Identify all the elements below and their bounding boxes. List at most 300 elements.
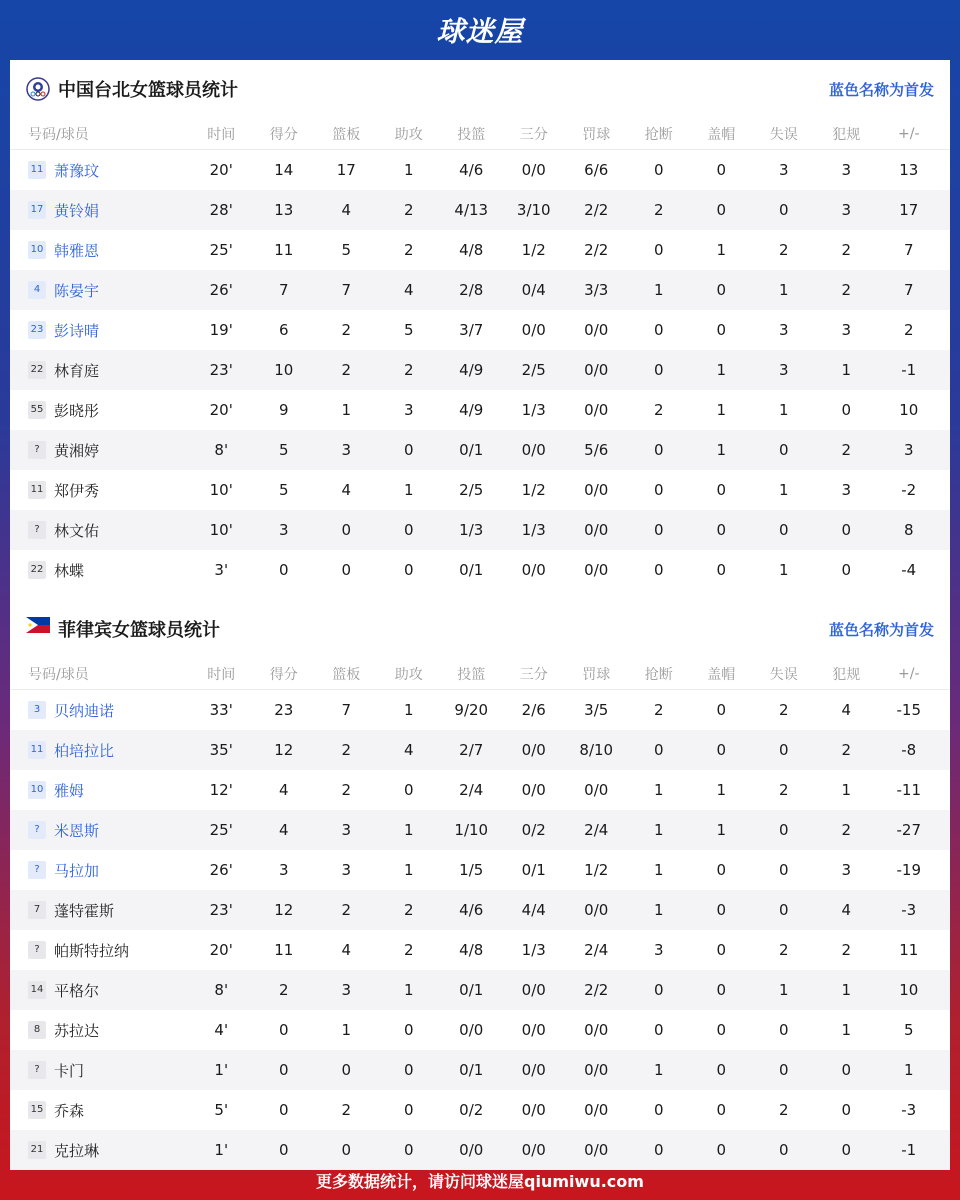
stat-cell: 14: [274, 161, 294, 179]
player-name[interactable]: 萧豫玟: [54, 161, 100, 180]
player-row: [10, 390, 950, 430]
stat-cell: 1: [778, 401, 789, 419]
stat-cell: 2: [341, 361, 352, 379]
player-row: [10, 850, 950, 890]
chinese-taipei-olympic-flag-icon: [26, 77, 50, 101]
stat-cell: 2: [841, 821, 852, 839]
column-header: 时间: [207, 666, 236, 683]
column-header: 号码/球员: [28, 666, 89, 683]
stat-cell: 26': [209, 861, 233, 879]
stat-cell: 0/1: [459, 981, 484, 999]
stat-cell: 0: [716, 741, 727, 759]
player-name[interactable]: 乔森: [54, 1101, 85, 1120]
stat-cell: 1: [403, 861, 414, 879]
stat-cell: 1: [653, 281, 664, 299]
column-header: 三分: [519, 666, 548, 683]
stat-cell: -19: [896, 861, 921, 879]
stat-cell: 3: [278, 521, 289, 539]
stat-cell: 0: [778, 521, 789, 539]
stat-cell: 0: [341, 1141, 352, 1159]
stat-cell: 0: [278, 1141, 289, 1159]
column-header: +/-: [898, 665, 920, 682]
player-name[interactable]: 蓬特霍斯: [54, 901, 115, 920]
stat-cell: 0: [716, 481, 727, 499]
jersey-number: 17: [28, 201, 46, 219]
jersey-number: 8: [28, 1021, 46, 1039]
stat-cell: 2: [903, 321, 914, 339]
stat-cell: 2/4: [584, 821, 609, 839]
stat-cell: 0: [403, 1061, 414, 1079]
stat-cell: 7: [903, 281, 914, 299]
stat-cell: 4/8: [459, 941, 484, 959]
stat-cell: 33': [209, 701, 233, 719]
column-header: 篮板: [332, 666, 361, 683]
stat-cell: 0: [778, 201, 789, 219]
stat-cell: 3: [341, 821, 352, 839]
stat-cell: 0/0: [584, 1141, 609, 1159]
stat-cell: 0: [716, 1061, 727, 1079]
stat-cell: 7: [341, 701, 352, 719]
stat-cell: 1: [403, 821, 414, 839]
player-name[interactable]: 贝纳迪诺: [54, 701, 115, 720]
stat-cell: 3: [841, 161, 852, 179]
stat-cell: 6/6: [584, 161, 609, 179]
stat-cell: 3: [403, 401, 414, 419]
column-header: 罚球: [582, 126, 611, 143]
player-cell: [10, 860, 190, 881]
stat-cell: 0: [653, 1101, 664, 1119]
stat-cell: -27: [896, 821, 921, 839]
stat-cell: 9: [278, 401, 289, 419]
stat-cell: 9/20: [454, 701, 489, 719]
player-name[interactable]: 雅姆: [54, 781, 85, 800]
column-header: 助攻: [394, 666, 423, 683]
stat-cell: -8: [901, 741, 917, 759]
stat-cell: 1: [778, 561, 789, 579]
stat-cell: 4/8: [459, 241, 484, 259]
stat-cell: 2: [653, 201, 664, 219]
stat-cell: 2/2: [584, 981, 609, 999]
jersey-number: ?: [28, 941, 46, 959]
player-name[interactable]: 苏拉达: [54, 1021, 100, 1040]
stat-cell: 5': [214, 1101, 229, 1119]
player-name[interactable]: 韩雅恩: [54, 241, 100, 260]
player-name[interactable]: 彭诗晴: [54, 321, 100, 340]
stat-cell: 0: [653, 1021, 664, 1039]
stat-cell: 2: [841, 741, 852, 759]
stat-cell: 1': [214, 1061, 229, 1079]
stat-cell: 0: [841, 1061, 852, 1079]
jersey-number: 21: [28, 1141, 46, 1159]
stat-cell: 3/3: [584, 281, 609, 299]
stat-cell: 0: [778, 441, 789, 459]
stat-cell: 1: [841, 361, 852, 379]
player-name[interactable]: 帕斯特拉纳: [54, 941, 130, 960]
stat-cell: -1: [901, 361, 917, 379]
stat-cell: 0: [778, 1021, 789, 1039]
stat-cell: 0: [841, 1101, 852, 1119]
stat-cell: 17: [899, 201, 919, 219]
stat-cell: 5: [278, 441, 289, 459]
section-gap: [10, 590, 950, 600]
column-header: 罚球: [582, 666, 611, 683]
stat-cell: 3: [903, 441, 914, 459]
stat-cell: 1: [903, 1061, 914, 1079]
stat-cell: 3: [341, 981, 352, 999]
column-header: 号码/球员: [28, 126, 89, 143]
stat-cell: 2: [341, 901, 352, 919]
stat-cell: 0/0: [521, 321, 546, 339]
stat-cell: 11: [899, 941, 919, 959]
player-cell: [10, 1020, 190, 1041]
player-row: [10, 310, 950, 350]
stat-cell: 4: [341, 941, 352, 959]
stat-cell: 23': [209, 361, 233, 379]
stat-cell: 0: [278, 1061, 289, 1079]
stat-cell: 1: [778, 981, 789, 999]
stat-cell: 0: [278, 1101, 289, 1119]
player-cell: [10, 280, 190, 301]
stat-cell: 2: [778, 941, 789, 959]
stat-cell: 0: [653, 481, 664, 499]
stat-cell: 2: [841, 241, 852, 259]
stat-cell: 3': [214, 561, 229, 579]
stat-cell: 0: [716, 981, 727, 999]
stat-cell: 3: [341, 861, 352, 879]
stat-cell: 5: [903, 1021, 914, 1039]
stat-cell: 0/0: [521, 1101, 546, 1119]
stat-cell: 0: [403, 781, 414, 799]
column-header: 盖帽: [707, 126, 736, 143]
stat-cell: 0: [653, 561, 664, 579]
stat-cell: 0: [653, 1141, 664, 1159]
stat-cell: 4/4: [521, 901, 546, 919]
player-cell: [10, 320, 190, 341]
section-title: [26, 76, 238, 102]
stat-cell: 1/10: [454, 821, 489, 839]
stat-cell: 0: [716, 561, 727, 579]
jersey-number: 11: [28, 741, 46, 759]
stat-cell: 0: [716, 1101, 727, 1119]
stat-cell: 2: [403, 201, 414, 219]
player-name[interactable]: 平格尔: [54, 981, 100, 1000]
player-name[interactable]: 林文佑: [54, 521, 100, 540]
footer-text: 更多数据统计，请访问球迷屋qiumiwu.com: [316, 1171, 644, 1191]
stat-cell: 0: [716, 901, 727, 919]
team-section: [10, 600, 950, 1170]
column-header: 得分: [269, 126, 298, 143]
stat-cell: 10': [209, 481, 233, 499]
stat-cell: 3: [841, 201, 852, 219]
stat-cell: 0: [403, 561, 414, 579]
stat-cell: 12': [209, 781, 233, 799]
stat-cell: 2: [653, 701, 664, 719]
stat-cell: 10: [899, 401, 919, 419]
stat-cell: 0: [653, 321, 664, 339]
stat-cell: 0: [716, 1141, 727, 1159]
player-cell: [10, 480, 190, 501]
stat-cell: 2/6: [521, 701, 546, 719]
stat-cell: 3: [778, 321, 789, 339]
stat-cell: 1: [653, 901, 664, 919]
philippines-flag-icon: [26, 617, 50, 641]
stat-cell: -2: [901, 481, 917, 499]
stat-cell: 4: [278, 781, 289, 799]
stat-cell: -1: [901, 1141, 917, 1159]
column-header: 犯规: [832, 666, 861, 683]
jersey-number: 14: [28, 981, 46, 999]
player-row: [10, 970, 950, 1010]
player-row: [10, 270, 950, 310]
stat-cell: 2: [841, 941, 852, 959]
stat-cell: 5/6: [584, 441, 609, 459]
stat-cell: 1: [403, 701, 414, 719]
stat-cell: 0: [403, 1021, 414, 1039]
stat-cell: 1': [214, 1141, 229, 1159]
stat-cell: 1/5: [459, 861, 484, 879]
stat-cell: 1/3: [521, 941, 546, 959]
stat-cell: 3: [778, 361, 789, 379]
stat-cell: 0: [778, 861, 789, 879]
jersey-number: 10: [28, 241, 46, 259]
player-cell: [10, 240, 190, 261]
section-title-text: 菲律宾女篮球员统计: [58, 620, 220, 641]
player-row: [10, 810, 950, 850]
stat-cell: 10: [899, 981, 919, 999]
player-row: [10, 930, 950, 970]
stat-cell: 3/5: [584, 701, 609, 719]
stat-cell: 3/7: [459, 321, 484, 339]
player-cell: [10, 780, 190, 801]
stat-cell: 1: [716, 241, 727, 259]
jersey-number: 3: [28, 701, 46, 719]
stat-cell: 4: [341, 481, 352, 499]
stat-cell: 1/2: [521, 241, 546, 259]
section-header: [10, 600, 950, 658]
player-cell: [10, 900, 190, 921]
player-name[interactable]: 克拉琳: [54, 1141, 100, 1160]
stat-cell: 0: [653, 741, 664, 759]
stat-cell: 3/10: [516, 201, 551, 219]
column-header: 投篮: [457, 126, 486, 143]
stat-cell: 13: [899, 161, 919, 179]
stat-cell: 1: [841, 981, 852, 999]
stat-cell: 5: [278, 481, 289, 499]
stat-cell: 19': [209, 321, 233, 339]
column-header: 得分: [269, 666, 298, 683]
player-cell: [10, 400, 190, 421]
stat-cell: 3: [841, 861, 852, 879]
stat-cell: 3: [341, 441, 352, 459]
stat-cell: 0: [653, 361, 664, 379]
player-row: [10, 230, 950, 270]
stat-cell: 0: [341, 1061, 352, 1079]
stat-cell: 6: [278, 321, 289, 339]
player-name[interactable]: 郑伊秀: [54, 481, 100, 500]
stat-cell: 2: [403, 941, 414, 959]
stat-cell: 0/0: [521, 561, 546, 579]
stat-cell: 8': [214, 981, 229, 999]
stat-cell: 4/6: [459, 901, 484, 919]
stat-cell: 0: [653, 521, 664, 539]
player-row: [10, 770, 950, 810]
stat-cell: 2/2: [584, 241, 609, 259]
stat-cell: 7: [341, 281, 352, 299]
stat-cell: 0/0: [584, 1101, 609, 1119]
stat-cell: 3: [778, 161, 789, 179]
stat-cell: 1: [341, 1021, 352, 1039]
stat-cell: 0: [403, 1101, 414, 1119]
column-header-row: [10, 118, 950, 150]
player-cell: [10, 200, 190, 221]
player-row: [10, 190, 950, 230]
stat-cell: 0: [778, 1061, 789, 1079]
stat-cell: 5: [341, 241, 352, 259]
player-name[interactable]: 卡门: [54, 1061, 85, 1080]
stat-cell: 2: [403, 241, 414, 259]
stat-cell: 23: [274, 701, 294, 719]
jersey-number: 22: [28, 361, 46, 379]
stat-cell: 1: [403, 981, 414, 999]
column-header: 抢断: [644, 126, 673, 143]
stat-cell: 0: [841, 561, 852, 579]
player-name[interactable]: 柏培拉比: [54, 741, 115, 760]
stat-cell: 1: [716, 781, 727, 799]
player-name[interactable]: 林蝶: [54, 561, 85, 580]
player-cell: [10, 1140, 190, 1161]
stat-cell: 2: [403, 901, 414, 919]
player-name[interactable]: 林育庭: [54, 361, 100, 380]
player-name[interactable]: 彭晓彤: [54, 401, 100, 420]
stat-cell: 2/8: [459, 281, 484, 299]
stat-cell: 1: [716, 441, 727, 459]
stat-cell: 2: [778, 781, 789, 799]
stat-cell: 4': [214, 1021, 229, 1039]
stat-cell: 0: [716, 201, 727, 219]
player-name[interactable]: 马拉加: [54, 861, 100, 880]
stat-cell: 0: [278, 1021, 289, 1039]
column-header: +/-: [898, 125, 920, 142]
stat-cell: 12: [274, 901, 294, 919]
stat-cell: 0/0: [521, 441, 546, 459]
player-cell: [10, 1060, 190, 1081]
stats-card: [10, 60, 950, 1160]
stat-cell: 0/0: [584, 361, 609, 379]
stat-cell: 2: [403, 361, 414, 379]
stat-cell: -15: [896, 701, 921, 719]
jersey-number: 7: [28, 901, 46, 919]
column-header: 犯规: [832, 126, 861, 143]
player-row: [10, 1090, 950, 1130]
section-title: [26, 616, 220, 642]
stat-cell: 2: [778, 1101, 789, 1119]
stat-cell: 35': [209, 741, 233, 759]
stat-cell: 3: [841, 321, 852, 339]
column-header-row: [10, 658, 950, 690]
stat-cell: 4/9: [459, 401, 484, 419]
stat-cell: 2: [841, 281, 852, 299]
stat-cell: -3: [901, 1101, 917, 1119]
jersey-number: 22: [28, 561, 46, 579]
stat-cell: 0: [716, 1021, 727, 1039]
stat-cell: 1: [403, 161, 414, 179]
stat-cell: 1: [778, 281, 789, 299]
stat-cell: 0: [841, 521, 852, 539]
stat-cell: 1: [653, 781, 664, 799]
stat-cell: 0/0: [584, 521, 609, 539]
stat-cell: 20': [209, 941, 233, 959]
player-row: [10, 550, 950, 590]
stat-cell: 20': [209, 161, 233, 179]
stat-cell: 0/0: [584, 321, 609, 339]
stat-cell: 12: [274, 741, 294, 759]
stat-cell: 28': [209, 201, 233, 219]
player-row: [10, 1050, 950, 1090]
stat-cell: 0: [403, 441, 414, 459]
stat-cell: 0/0: [521, 1061, 546, 1079]
player-name[interactable]: 黄铃娟: [54, 201, 100, 220]
stat-cell: 0: [341, 561, 352, 579]
stat-cell: 0/2: [521, 821, 546, 839]
jersey-number: 15: [28, 1101, 46, 1119]
stat-cell: 1/3: [521, 401, 546, 419]
player-row: [10, 430, 950, 470]
stat-cell: 0/0: [459, 1021, 484, 1039]
stat-cell: 1: [653, 1061, 664, 1079]
stat-cell: 0: [716, 861, 727, 879]
stat-cell: 11: [274, 241, 294, 259]
jersey-number: 55: [28, 401, 46, 419]
player-cell: [10, 820, 190, 841]
stat-cell: 0: [778, 901, 789, 919]
team-section: [10, 60, 950, 590]
stat-cell: 0/0: [459, 1141, 484, 1159]
stat-cell: 0: [403, 521, 414, 539]
player-cell: [10, 520, 190, 541]
player-name[interactable]: 米恩斯: [54, 821, 100, 840]
player-cell: [10, 440, 190, 461]
stat-cell: 3: [278, 861, 289, 879]
jersey-number: ?: [28, 1061, 46, 1079]
column-header: 篮板: [332, 126, 361, 143]
jersey-number: 11: [28, 161, 46, 179]
stat-cell: 1: [716, 821, 727, 839]
stat-cell: 0: [653, 241, 664, 259]
stat-cell: -11: [896, 781, 921, 799]
stat-cell: 2: [841, 441, 852, 459]
player-name[interactable]: 陈晏宇: [54, 281, 100, 300]
stat-cell: 1/2: [521, 481, 546, 499]
stat-cell: 1: [778, 481, 789, 499]
stat-cell: 17: [336, 161, 356, 179]
section-title-text: 中国台北女篮球员统计: [58, 80, 238, 101]
stat-cell: 5: [403, 321, 414, 339]
player-cell: [10, 360, 190, 381]
player-row: [10, 350, 950, 390]
stat-cell: 2: [278, 981, 289, 999]
player-row: [10, 510, 950, 550]
stat-cell: 25': [209, 241, 233, 259]
player-name[interactable]: 黄湘婷: [54, 441, 100, 460]
stat-cell: 0: [716, 521, 727, 539]
stat-cell: 0/0: [584, 781, 609, 799]
column-header: 抢断: [644, 666, 673, 683]
stat-cell: 3: [841, 481, 852, 499]
stat-cell: 10: [274, 361, 294, 379]
stat-cell: 0: [341, 521, 352, 539]
stat-cell: 2: [341, 321, 352, 339]
stat-cell: 0: [716, 321, 727, 339]
